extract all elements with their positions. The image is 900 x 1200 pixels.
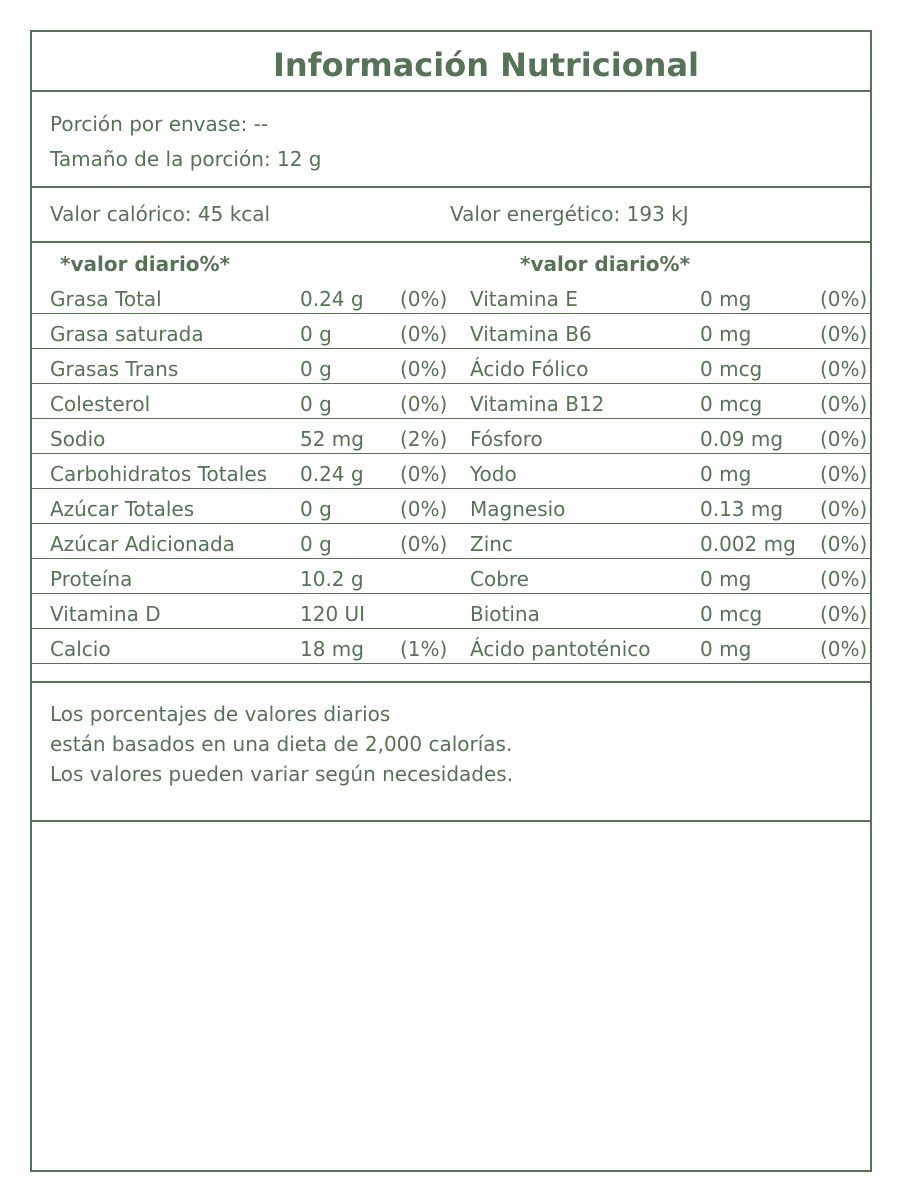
nutrient-name: Vitamina B6 — [470, 322, 592, 346]
nutrient-name: Grasa saturada — [50, 322, 204, 346]
energy-value: Valor energético: 193 kJ — [450, 202, 689, 226]
nutrient-amount: 0 mg — [700, 637, 752, 661]
nutrition-label — [30, 30, 872, 1172]
nutrient-amount: 0 mcg — [700, 392, 763, 416]
row-divider — [32, 453, 870, 454]
nutrient-dv: (1%) — [400, 637, 448, 661]
divider-title — [32, 90, 870, 92]
row-divider — [32, 663, 870, 664]
divider-table — [32, 681, 870, 683]
nutrient-name: Azúcar Totales — [50, 497, 195, 521]
nutrient-name: Vitamina D — [50, 602, 161, 626]
servings-per-container: Porción por envase: -- — [50, 112, 269, 136]
nutrient-amount: 0 g — [300, 392, 332, 416]
nutrient-name: Vitamina B12 — [470, 392, 605, 416]
nutrient-amount: 0 g — [300, 532, 332, 556]
nutrient-dv: (0%) — [400, 462, 448, 486]
nutrient-amount: 0 mg — [700, 462, 752, 486]
nutrient-name: Azúcar Adicionada — [50, 532, 235, 556]
nutrient-dv: (0%) — [820, 427, 868, 451]
nutrient-amount: 0.24 g — [300, 462, 364, 486]
row-divider — [32, 418, 870, 419]
nutrient-amount: 0.002 mg — [700, 532, 796, 556]
nutrient-dv: (0%) — [820, 287, 868, 311]
nutrient-dv: (0%) — [820, 602, 868, 626]
row-divider — [32, 593, 870, 594]
nutrient-amount: 0 mg — [700, 322, 752, 346]
nutrient-name: Grasa Total — [50, 287, 162, 311]
nutrient-dv: (0%) — [820, 392, 868, 416]
nutrient-name: Fósforo — [470, 427, 543, 451]
nutrient-amount: 0 mcg — [700, 602, 763, 626]
nutrient-name: Biotina — [470, 602, 540, 626]
nutrient-dv: (0%) — [820, 532, 868, 556]
row-divider — [32, 488, 870, 489]
nutrient-name: Ácido pantoténico — [470, 637, 651, 661]
nutrient-name: Grasas Trans — [50, 357, 179, 381]
nutrient-dv: (0%) — [820, 637, 868, 661]
nutrient-dv: (0%) — [820, 497, 868, 521]
nutrient-name: Cobre — [470, 567, 529, 591]
nutrient-amount: 0 mg — [700, 287, 752, 311]
calories-value: Valor calórico: 45 kcal — [50, 202, 271, 226]
nutrient-amount: 0.09 mg — [700, 427, 784, 451]
divider-energy — [32, 241, 870, 243]
nutrient-dv: (0%) — [400, 357, 448, 381]
divider-serving — [32, 186, 870, 188]
nutrient-name: Magnesio — [470, 497, 566, 521]
footnote-line: Los valores pueden variar según necesidades. — [50, 762, 514, 786]
nutrient-amount: 0.13 mg — [700, 497, 784, 521]
nutrient-dv: (0%) — [400, 322, 448, 346]
row-divider — [32, 628, 870, 629]
dv-header-right: *valor diario%* — [520, 252, 691, 276]
nutrient-amount: 0 g — [300, 322, 332, 346]
nutrient-dv: (0%) — [400, 497, 448, 521]
nutrient-name: Proteína — [50, 567, 133, 591]
nutrient-name: Ácido Fólico — [470, 357, 589, 381]
nutrient-amount: 10.2 g — [300, 567, 364, 591]
row-divider — [32, 523, 870, 524]
nutrient-amount: 120 UI — [300, 602, 366, 626]
nutrient-amount: 0.24 g — [300, 287, 364, 311]
nutrient-dv: (0%) — [820, 357, 868, 381]
nutrient-name: Zinc — [470, 532, 513, 556]
nutrient-amount: 0 mcg — [700, 357, 763, 381]
row-divider — [32, 383, 870, 384]
nutrient-dv: (0%) — [400, 532, 448, 556]
divider-footnote — [32, 820, 870, 822]
row-divider — [32, 348, 870, 349]
row-divider — [32, 313, 870, 314]
nutrient-dv: (0%) — [400, 287, 448, 311]
nutrient-name: Colesterol — [50, 392, 151, 416]
nutrient-dv: (0%) — [820, 567, 868, 591]
nutrient-name: Yodo — [470, 462, 517, 486]
nutrient-dv: (0%) — [820, 322, 868, 346]
nutrient-amount: 52 mg — [300, 427, 364, 451]
nutrient-dv: (0%) — [400, 392, 448, 416]
nutrient-name: Sodio — [50, 427, 106, 451]
nutrient-amount: 0 mg — [700, 567, 752, 591]
serving-size: Tamaño de la porción: 12 g — [50, 147, 322, 171]
nutrient-amount: 18 mg — [300, 637, 364, 661]
footnote-line: están basados en una dieta de 2,000 calorías. — [50, 732, 513, 756]
nutrient-dv: (0%) — [820, 462, 868, 486]
nutrient-name: Carbohidratos Totales — [50, 462, 268, 486]
nutrient-amount: 0 g — [300, 357, 332, 381]
row-divider — [32, 558, 870, 559]
nutrient-name: Vitamina E — [470, 287, 578, 311]
nutrient-name: Calcio — [50, 637, 111, 661]
nutrient-amount: 0 g — [300, 497, 332, 521]
footnote-line: Los porcentajes de valores diarios — [50, 702, 391, 726]
nutrient-dv: (2%) — [400, 427, 448, 451]
dv-header-left: *valor diario%* — [60, 252, 231, 276]
label-title: Información Nutricional — [272, 46, 700, 84]
